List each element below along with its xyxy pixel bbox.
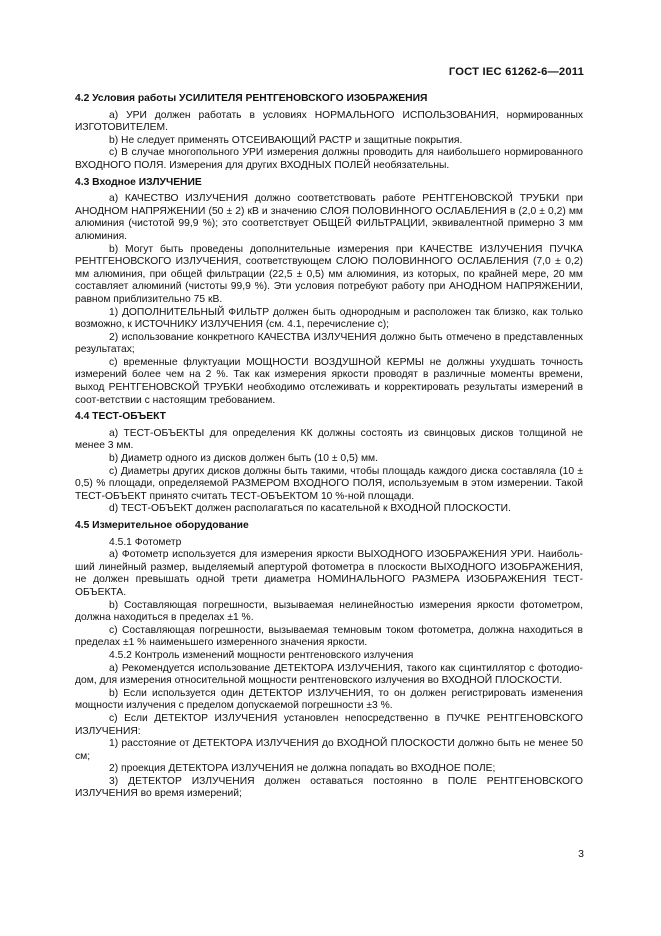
paragraph-4-5-2-c-1: 1) расстояние от ДЕТЕКТОРА ИЗЛУЧЕНИЯ до ВХОДНОЙ ПЛОСКОСТИ должно быть не менее 50 см; — [75, 738, 583, 762]
subsection-4-5-2-title: 4.5.2 Контроль изменений мощности рентгеновского излучения — [109, 649, 414, 661]
section-4-3-heading: 4.3 Входное ИЗЛУЧЕНИЕ — [75, 176, 202, 188]
paragraph-4-5-2-c-3: 3) ДЕТЕКТОР ИЗЛУЧЕНИЯ должен оставаться постоянно в ПОЛЕ РЕНТГЕНОВСКОГО ИЗЛУЧЕНИЯ во время измерений; — [75, 775, 583, 800]
section-4-5-heading: 4.5 Измерительное оборудование — [75, 520, 249, 531]
paragraph-4-2-a: a) УРИ должен работать в условиях НОРМАЛЬНОГО ИСПОЛЬЗОВАНИЯ, нормированных ИЗГОТОВИТЕЛЕМ. — [75, 109, 583, 134]
paragraph-4-4-b: b) Диаметр одного из дисков должен быть (10 ± 0,5) мм. — [109, 453, 378, 465]
paragraph-4-3-b-1: 1) ДОПОЛНИТЕЛЬНЫЙ ФИЛЬТР должен быть однородным и расположен так близко, как только возможно, к ИСТОЧНИКУ ИЗЛУЧЕНИЯ (см. 4.1, перечисление с); — [75, 306, 583, 331]
paragraph-4-3-b: b) Могут быть проведены дополнительные измерения при КАЧЕСТВЕ ИЗЛУЧЕНИЯ ПУЧКА РЕНТГЕНОВСКОГО ИЗЛУЧЕНИЯ, соответствующем СЛОЮ ПОЛОВИННОГО ОСЛАБЛЕНИЯ (7,0 ± 0,2) мм алюминия, при общей фильтрации (22,5 ± 0,5) мм алюминия, из которых, по крайней мере, 20 мм составляет алюминий (чистоты 99,9 %). Эти условия потребуют работу при АНОДНОМ НАПРЯЖЕНИИ, равном приблизительно 75 кВ. — [75, 243, 583, 305]
paragraph-4-2-c: c) В случае многопольного УРИ измерения должны проводить для наибольшего нормированного ВХОДНОГО ПОЛЯ. Измерения для других ВХОДНЫХ ПОЛЕЙ необязательны. — [75, 147, 583, 171]
paragraph-4-5-1-a: a) Фотометр используется для измерения яркости ВЫХОДНОГО ИЗОБРАЖЕНИЯ УРИ. Наиболь-ший линейный размер, выделяемый апертурой фотометра в плоскости ВЫХОДНОГО ИЗОБРАЖЕНИЯ, не должен превышать одной трети диаметра НОМИНАЛЬНОГО РАЗМЕРА ИЗОБРАЖЕНИЯ ТЕСТ-ОБЪЕКТА. — [75, 549, 583, 598]
subsection-4-5-1-title: 4.5.1 Фотометр — [109, 536, 182, 548]
paragraph-4-3-b-2: 2) использование конкретного КАЧЕСТВА ИЗЛУЧЕНИЯ должно быть отмечено в представленных результатах; — [75, 331, 583, 356]
section-4-2-heading: 4.2 Условия работы УСИЛИТЕЛЯ РЕНТГЕНОВСКОГО ИЗОБРАЖЕНИЯ — [75, 93, 428, 104]
paragraph-4-4-d: d) ТЕСТ-ОБЪЕКТ должен располагаться по касательной к ВХОДНОЙ ПЛОСКОСТИ. — [109, 503, 511, 515]
paragraph-4-4-c: c) Диаметры других дисков должны быть такими, чтобы площадь каждого диска составляла (10 ± 0,5) % площади, определяемой РАЗМЕРОМ ВХОДНОГО ПОЛЯ, используемым в этом измерении. Такой ТЕСТ-ОБЪЕКТ принято считать ТЕСТ-ОБЪЕКТОМ 10 %-ной площади. — [75, 465, 583, 502]
paragraph-4-5-1-b: b) Составляющая погрешности, вызываемая нелинейностью измерения яркости фотометром, должна находиться в пределах ±1 %. — [75, 599, 583, 624]
paragraph-4-5-2-c-2: 2) проекция ДЕТЕКТОРА ИЗЛУЧЕНИЯ не должна попадать во ВХОДНОЕ ПОЛЕ; — [109, 763, 496, 775]
standard-designation: ГОСТ IEC 61262-6—2011 — [448, 66, 584, 78]
paragraph-4-2-b: b) Не следует применять ОТСЕИВАЮЩИЙ РАСТР и защитные покрытия. — [109, 134, 463, 146]
paragraph-4-5-2-a: a) Рекомендуется использование ДЕТЕКТОРА ИЗЛУЧЕНИЯ, такого как сцинтиллятор с фотодио-дом, для измерения относительной мощности рентгеновского излучения во ВХОДНОЙ ПЛОСКОСТИ. — [75, 662, 583, 687]
page-number: 3 — [578, 848, 584, 860]
paragraph-4-5-2-b: b) Если используется один ДЕТЕКТОР ИЗЛУЧЕНИЯ, то он должен регистрировать изменения мощности излучения с пределом допускаемой погрешности ±3 %. — [75, 687, 583, 712]
document-body — [75, 93, 583, 801]
paragraph-4-5-1-c: c) Составляющая погрешности, вызываемая темновым током фотометра, должна находиться в пределах ±1 % наименьшего измеренного значения яркости. — [75, 624, 583, 649]
paragraph-4-3-a: a) КАЧЕСТВО ИЗЛУЧЕНИЯ должно соответствовать работе РЕНТГЕНОВСКОЙ ТРУБКИ при АНОДНОМ НАПРЯЖЕНИИ (50 ± 2) кВ и значению СЛОЯ ПОЛОВИННОГО ОСЛАБЛЕНИЯ в (2,0 ± 0,2) мм алюминия (чистотой 99,9 %); это соответствует ОБЩЕЙ ФИЛЬТРАЦИИ, эквивалентной примерно 3 мм алюминия. — [75, 193, 583, 242]
paragraph-4-5-2-c: c) Если ДЕТЕКТОР ИЗЛУЧЕНИЯ установлен непосредственно в ПУЧКЕ РЕНТГЕНОВСКОГО ИЗЛУЧЕНИЯ: — [75, 712, 583, 737]
paragraph-4-3-c: c) временные флуктуации МОЩНОСТИ ВОЗДУШНОЙ КЕРМЫ не должны ухудшать точность измерений более чем на 2 %. Так как измерения яркости проводят в различные моменты времени, выход РЕНТГЕНОВСКОЙ ТРУБКИ необходимо отслеживать и корректировать результаты измерений в соот-ветствии с настоящим требованием. — [75, 356, 583, 406]
paragraph-4-4-a: a) ТЕСТ-ОБЪЕКТЫ для определения КК должны состоять из свинцовых дисков толщиной не менее 3 мм. — [75, 427, 583, 452]
section-4-4-heading: 4.4 ТЕСТ-ОБЪЕКТ — [75, 411, 166, 423]
